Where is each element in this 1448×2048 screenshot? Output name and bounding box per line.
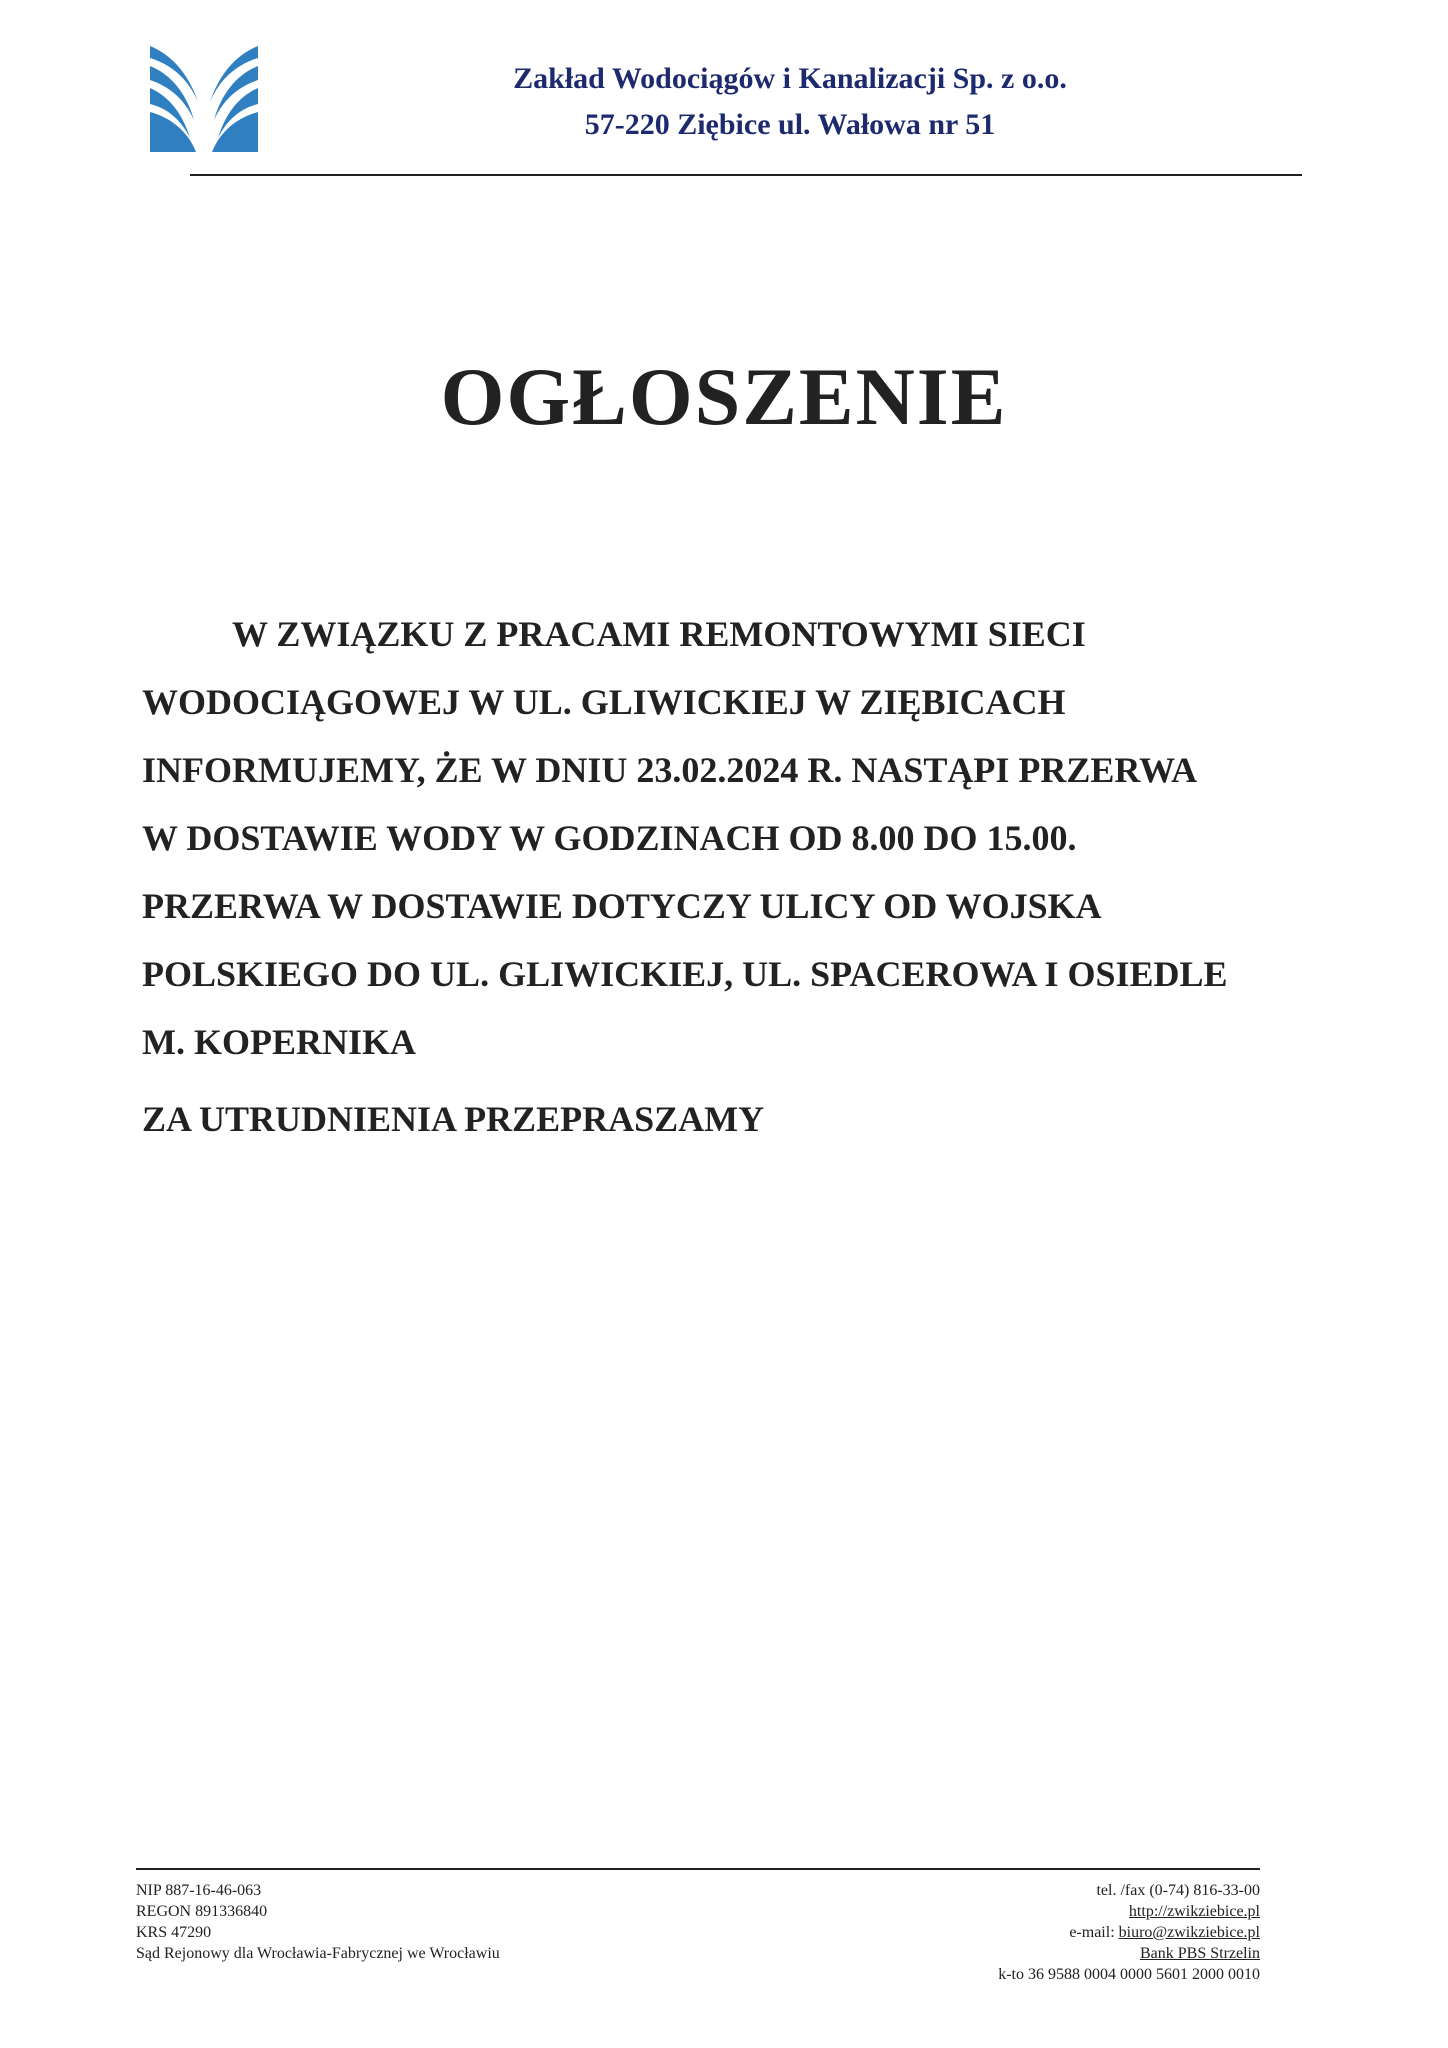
- footer-court: Sąd Rejonowy dla Wrocławia-Fabrycznej we Wrocławiu: [136, 1945, 500, 1962]
- body-line: PRZERWA W DOSTAWIE DOTYCZY ULICY OD WOJSKA: [142, 886, 1102, 926]
- footer-company-registry: [136, 1880, 500, 1964]
- company-address: 57-220 Ziębice ul. Wałowa nr 51: [584, 108, 996, 141]
- body-line: W ZWIĄZKU Z PRACAMI REMONTOWYMI SIECI: [232, 614, 1086, 654]
- footer-email-row: [998, 1922, 1260, 1943]
- body-line: INFORMUJEMY, ŻE W DNIU 23.02.2024 R. NASTĄPI PRZERWA: [142, 750, 1198, 790]
- footer-email-label: e-mail:: [1069, 1924, 1119, 1941]
- body-line: POLSKIEGO DO UL. GLIWICKIEJ, UL. SPACEROWA I OSIEDLE: [142, 954, 1228, 994]
- footer-divider: [136, 1868, 1260, 1870]
- footer-regon: REGON 891336840: [136, 1903, 268, 1920]
- footer-email-link[interactable]: biuro@zwikziebice.pl: [1118, 1924, 1260, 1941]
- company-name: Zakład Wodociągów i Kanalizacji Sp. z o.o.: [513, 62, 1067, 95]
- company-header: [300, 56, 1280, 148]
- footer-account: k-to 36 9588 0004 0000 5601 2000 0010: [998, 1966, 1260, 1983]
- footer-krs: KRS 47290: [136, 1924, 212, 1941]
- company-logo: [148, 42, 260, 154]
- announcement-body: [142, 600, 1342, 1076]
- footer-nip: NIP 887-16-46-063: [136, 1882, 262, 1899]
- closing-apology: ZA UTRUDNIENIA PRZEPRASZAMY: [142, 1099, 765, 1139]
- body-line: M. KOPERNIKA: [142, 1022, 416, 1062]
- footer-phone: tel. /fax (0-74) 816-33-00: [1096, 1882, 1260, 1899]
- header-divider: [190, 174, 1302, 176]
- body-line: W DOSTAWIE WODY W GODZINACH OD 8.00 DO 15.00.: [142, 818, 1077, 858]
- footer-bank: Bank PBS Strzelin: [1139, 1945, 1260, 1962]
- page-title: OGŁOSZENIE: [440, 351, 1008, 442]
- footer-website-link[interactable]: http://zwikziebice.pl: [1128, 1903, 1260, 1920]
- footer-contact: [998, 1880, 1260, 1985]
- body-line: WODOCIĄGOWEJ W UL. GLIWICKIEJ W ZIĘBICACH: [142, 682, 1066, 722]
